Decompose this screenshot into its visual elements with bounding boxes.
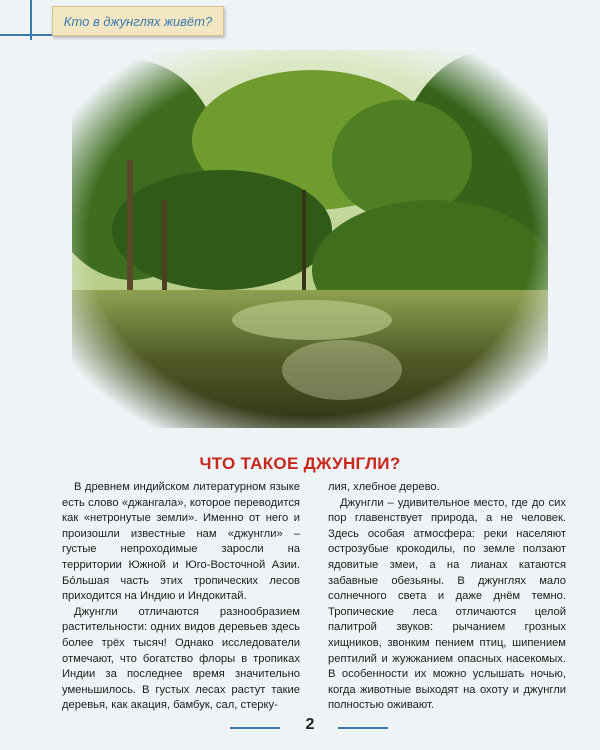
paragraph: В древнем индийском литературном языке есть слово «джангала», которое переводится как «нетронутые земли». Именно от него и произошли известные нам «джунгли» – густые непроходимые заросли на территории Южной и Юго-Восточной Азии. Бо́льшая часть этих тропических лесов приходится на Индию и Индокитай. (62, 481, 300, 603)
paragraph-continuation: лия, хлебное дерево. (328, 481, 440, 493)
paragraph: Джунгли отличаются разнообразием растительности: одних видов деревьев здесь более трёх тысяч! Однако исследователи отмечают, что богатство флоры в тропиках Индии за последнее время значительно уменьшилось. В густых лесах растут такие деревья, как акация, бамбук, сал, стерку- (62, 605, 300, 712)
section-tag-text: Кто в джунглях живёт? (63, 13, 213, 29)
section-tag (52, 6, 224, 36)
left-column (62, 480, 300, 714)
corner-mark-horizontal (0, 34, 60, 36)
footer-line-left (230, 727, 280, 729)
page-number: 2 (305, 716, 315, 733)
right-column (328, 480, 566, 714)
paragraph: Джунгли – удивительное место, где до сих пор главенствует природа, а не человек. Здесь особая атмосфера: реки населяют острозубые крокодилы, по земле ползают ядовитые змеи, а на лианах катаются забавные обезьяны. В джунглях мало солнечного света и даже днём темно. Тропические леса отличаются целой палитрой звуков: рычанием грозных хищников, звонким пением птиц, шипением рептилий и жужжанием опасных насекомых. В особенности их можно услышать ночью, когда животные выходят на охоту и джунгли полностью оживают. (328, 496, 566, 712)
jungle-illustration (72, 50, 548, 428)
jungle-river-photo (72, 50, 548, 428)
article-title: ЧТО ТАКОЕ ДЖУНГЛИ? (199, 454, 401, 473)
footer-line-right (338, 727, 388, 729)
